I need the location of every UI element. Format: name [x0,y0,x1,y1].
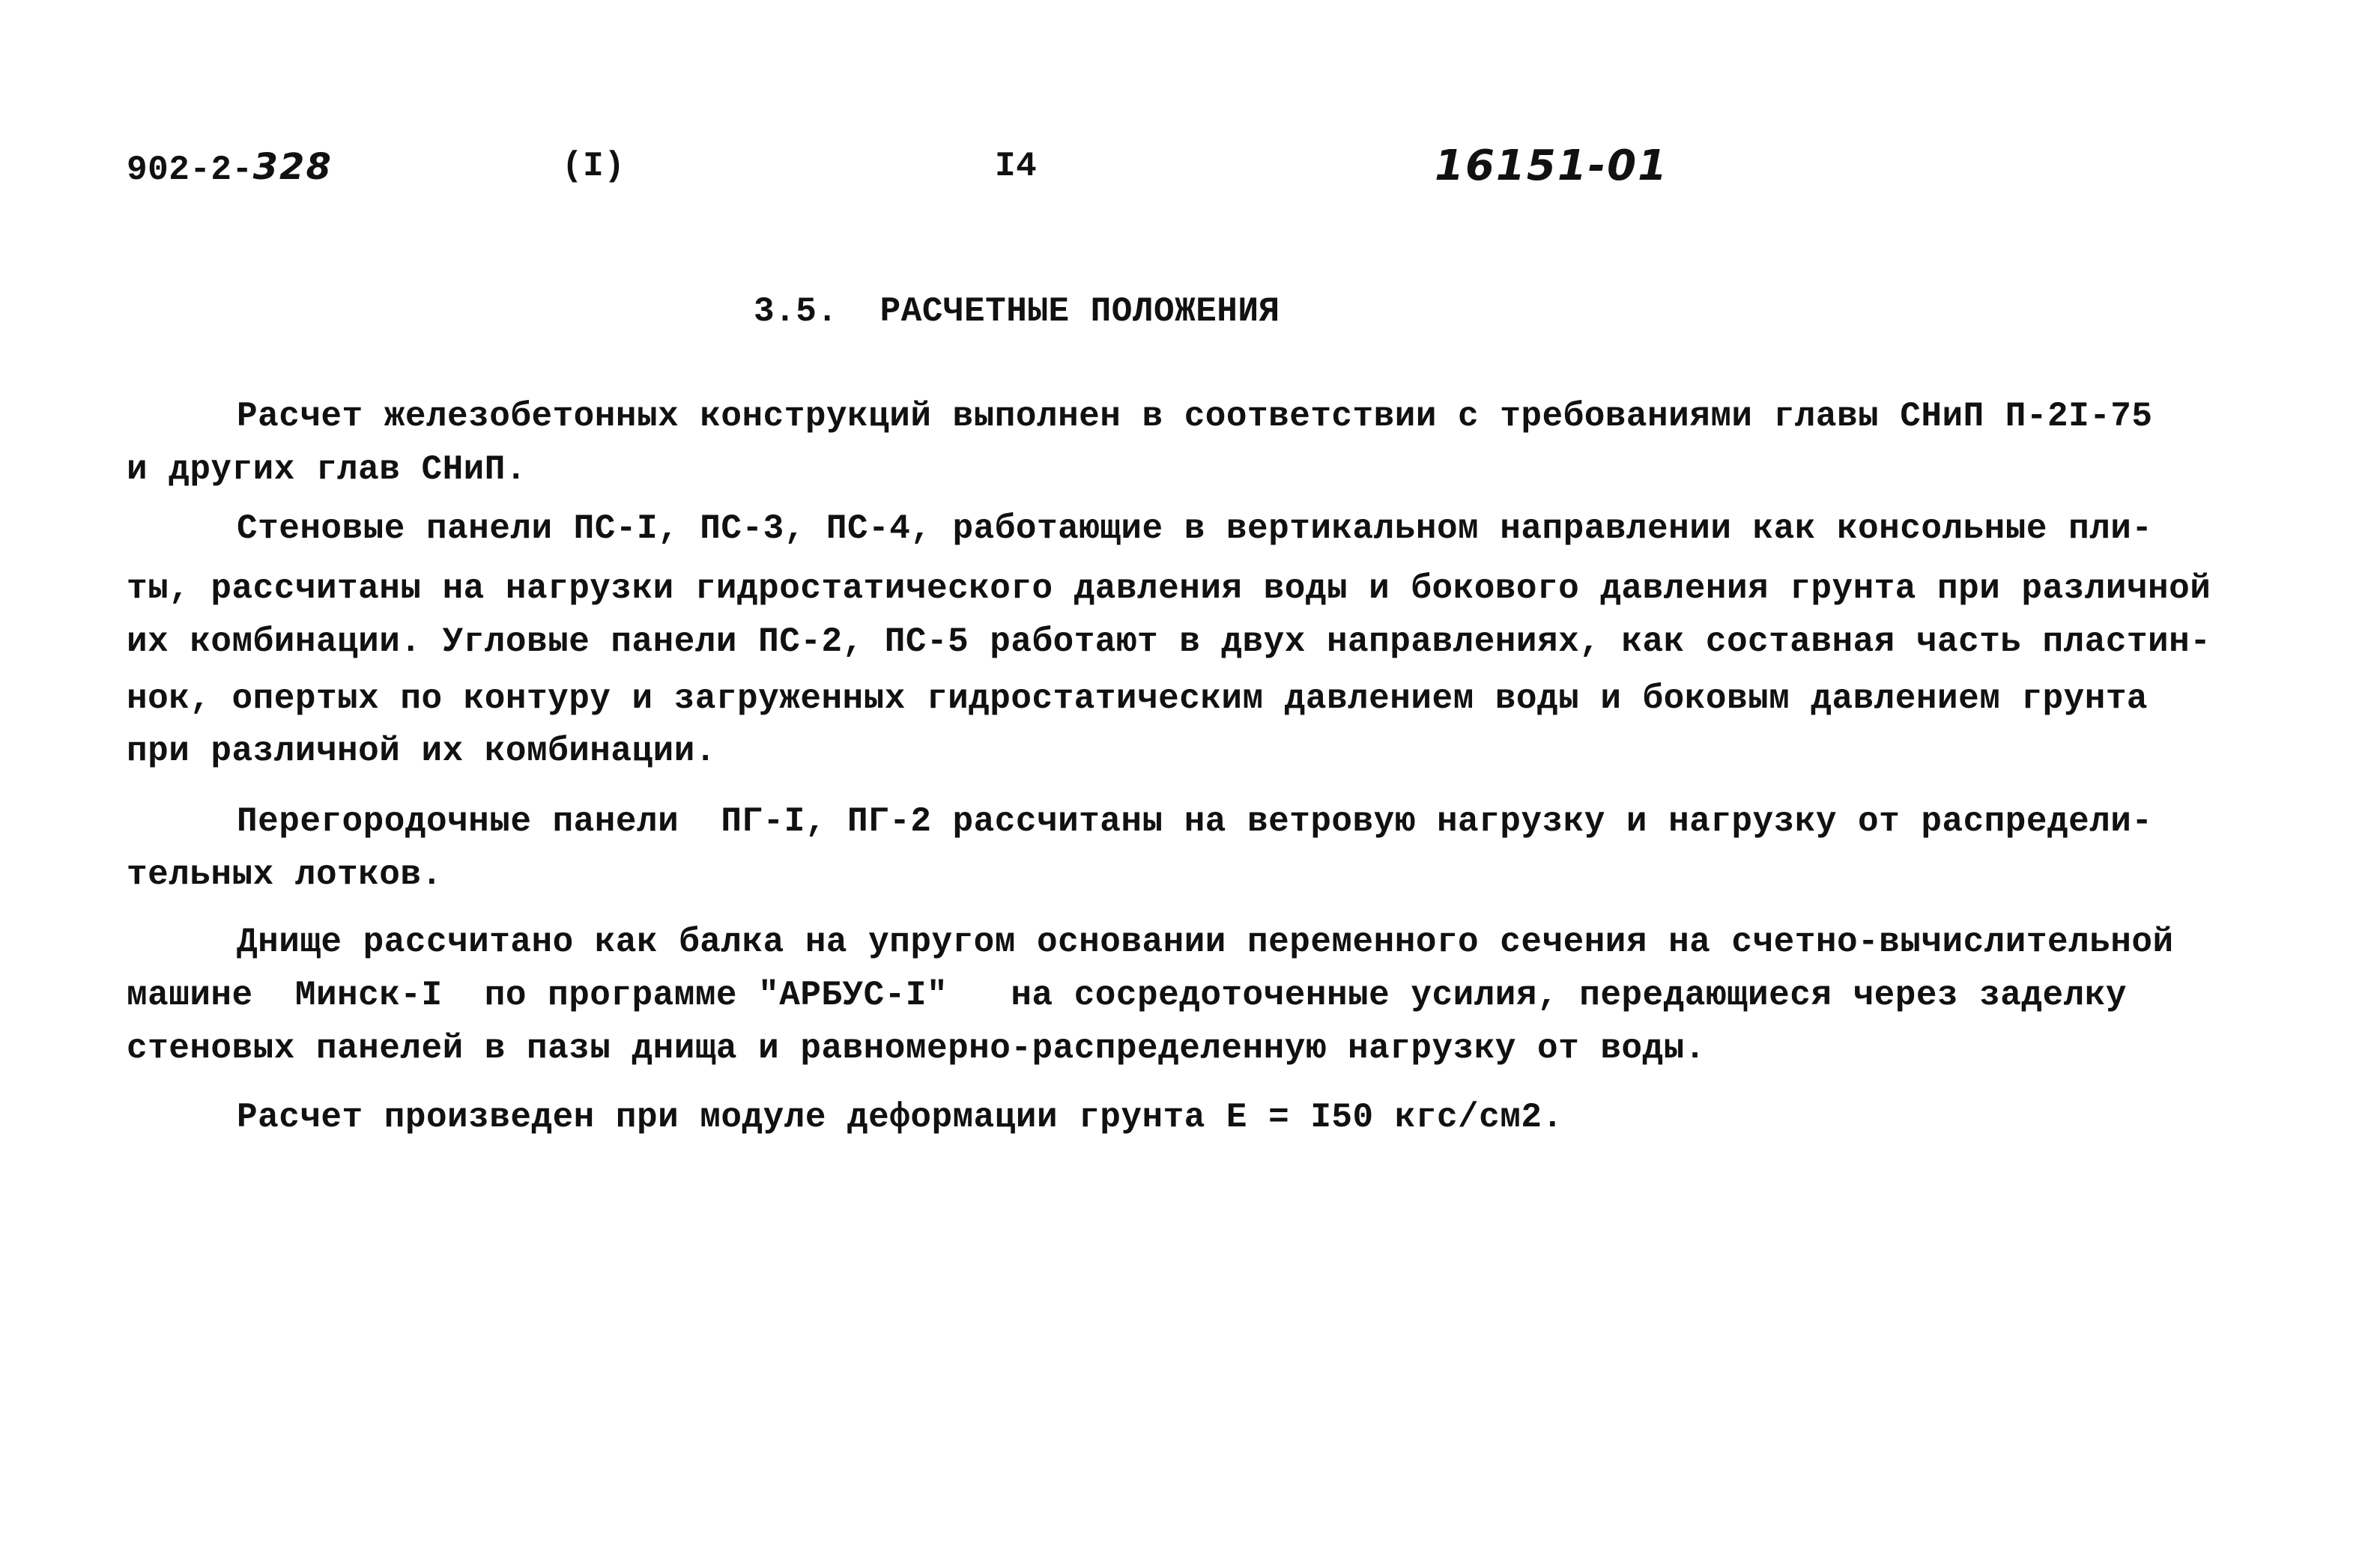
document-code-printed: 902-2- [127,151,253,189]
paragraph-line: их комбинации. Угловые панели ПС-2, ПС-5 работают в двух направлениях, как составная часть пластин- [127,622,2211,661]
paragraph-line: нок, опертых по контуру и загруженных гидростатическим давлением воды и боковым давлением грунта [127,679,2149,718]
paragraph-line: машине Минск-I по программе "АРБУС-I" на сосредоточенные усилия, передающиеся через заделку [127,976,2127,1015]
paragraph-line: Днище рассчитано как балка на упругом основании переменного сечения на счетно-вычислительной [237,923,2174,962]
paragraph-line: при различной их комбинации. [127,732,716,771]
document-code-handwritten: 328 [252,146,333,188]
paragraph-line: Расчет железобетонных конструкций выполнен в соответствии с требованиями главы СНиП П-2I-75 [237,397,2153,436]
inventory-number: 16151-01 [1435,142,1668,190]
paragraph-line: Стеновые панели ПС-I, ПС-3, ПС-4, работающие в вертикальном направлении как консольные пли- [237,509,2153,548]
paragraph-line: Перегородочные панели ПГ-I, ПГ-2 рассчитаны на ветровую нагрузку и нагрузку от распредели- [237,802,2153,841]
page-number: I4 [995,147,1038,186]
paragraph-line: тельных лотков. [127,855,443,894]
paragraph-line: и других глав СНиП. [127,450,527,489]
section-title: 3.5. РАСЧЕТНЫЕ ПОЛОЖЕНИЯ [754,292,1280,331]
paragraph-line: Расчет произведен при модуле деформации грунта Е = I50 кгс/см2. [237,1098,1563,1137]
paragraph-line: стеновых панелей в пазы днища и равномерно-распределенную нагрузку от воды. [127,1029,1706,1068]
document-code [127,147,333,190]
part-number: (I) [562,147,626,186]
paragraph-line: ты, рассчитаны на нагрузки гидростатического давления воды и бокового давления грунта при различной [127,569,2211,608]
